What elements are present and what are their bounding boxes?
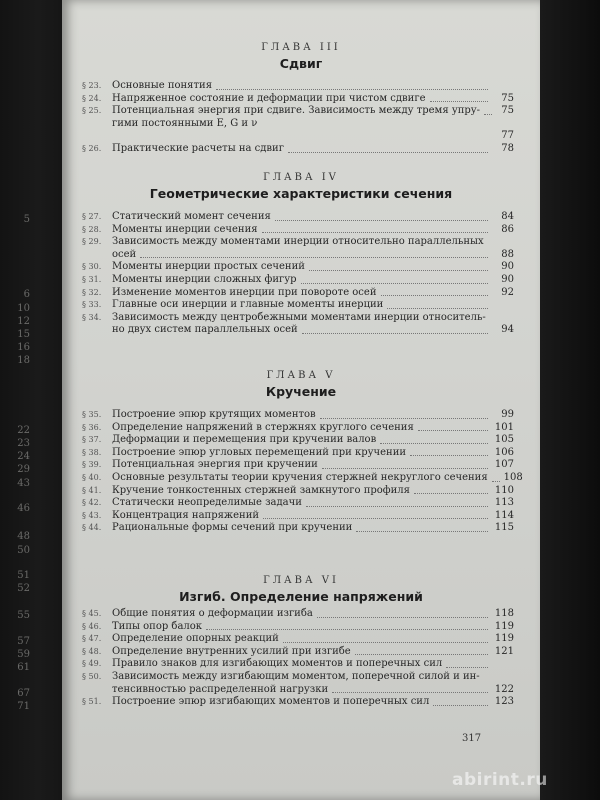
facing-page-number: 10 xyxy=(17,303,30,314)
toc-entry[interactable] xyxy=(82,93,514,106)
section-number: § 47. xyxy=(82,634,102,644)
chapter-title: Изгиб. Определение напряжений xyxy=(179,589,423,604)
page-number: 110 xyxy=(494,484,514,496)
toc-entry[interactable] xyxy=(82,621,514,634)
toc-entry[interactable] xyxy=(82,646,514,659)
page-number: 99 xyxy=(501,409,514,420)
toc-entry[interactable] xyxy=(82,696,514,709)
facing-page-number: 5 xyxy=(23,214,30,225)
section-number: § 51. xyxy=(82,697,102,707)
toc-entry[interactable] xyxy=(82,105,514,130)
section-number: § 36. xyxy=(82,422,102,432)
page-number: 78 xyxy=(501,142,514,154)
section-number: § 29. xyxy=(82,237,102,247)
entry-title: Изменение моментов инерции при повороте осей xyxy=(112,286,377,298)
facing-page-number: 52 xyxy=(17,583,30,594)
section-number: § 49. xyxy=(82,659,102,669)
section-number: § 43. xyxy=(82,510,102,520)
chapter-title: Кручение xyxy=(265,384,337,399)
section-number: § 48. xyxy=(82,646,102,656)
page-number: 118 xyxy=(494,608,514,619)
entry-title: Основные результаты теории кручения стержней некруглого сечения xyxy=(112,471,488,483)
toc-entry[interactable] xyxy=(82,299,514,312)
background-edge xyxy=(540,0,600,800)
page-number: 114 xyxy=(494,509,514,521)
section-number: § 44. xyxy=(82,523,102,533)
toc-entry[interactable] xyxy=(82,608,514,621)
entry-title: Статически неопределимые задачи xyxy=(112,497,302,509)
page-number: 75 xyxy=(501,92,514,104)
page-number: 75 xyxy=(501,105,514,117)
toc-entry[interactable] xyxy=(82,510,514,523)
facing-page-number: 23 xyxy=(17,438,30,449)
toc-entry[interactable] xyxy=(82,459,514,472)
chapter-heading xyxy=(62,575,540,604)
page-number: 94 xyxy=(501,324,514,336)
facing-page-number: 22 xyxy=(17,425,30,436)
section-number: § 42. xyxy=(82,498,102,508)
entry-title: Определение напряжений в стержнях круглого сечения xyxy=(112,421,414,433)
page-number: 92 xyxy=(501,286,514,298)
page-number: 90 xyxy=(501,273,514,285)
facing-page-number: 24 xyxy=(17,451,30,462)
toc-entry[interactable] xyxy=(82,409,514,422)
page-number: 123 xyxy=(494,696,514,708)
watermark: abirint.ru xyxy=(452,770,548,790)
section-number: § 23. xyxy=(82,81,102,90)
entry-title: Зависимость между изгибающим моментом, поперечной силой и ин- xyxy=(112,670,480,682)
section-number: § 39. xyxy=(82,460,102,470)
section-number: § 40. xyxy=(82,472,102,482)
entry-title: Типы опор балок xyxy=(112,620,203,632)
toc-entry[interactable] xyxy=(82,434,514,447)
entry-title: Рациональные формы сечений при кручении xyxy=(112,522,353,534)
facing-page-number: 48 xyxy=(17,531,30,542)
toc-list xyxy=(82,608,514,709)
entry-title-continued: но двух систем параллельных осей xyxy=(112,324,298,336)
facing-page-number: 51 xyxy=(17,570,30,581)
section-number: § 34. xyxy=(82,312,102,322)
section-number: § 46. xyxy=(82,621,102,631)
entry-title-continued: осей xyxy=(112,248,137,260)
toc-entry[interactable] xyxy=(82,143,514,156)
page-number: 119 xyxy=(494,620,514,632)
facing-page-number: 55 xyxy=(17,610,30,621)
toc-entry[interactable] xyxy=(82,236,514,261)
entry-title: Зависимость между центробежными моментами инерции относитель- xyxy=(112,311,486,323)
facing-page-number: 57 xyxy=(17,636,30,647)
entry-title: Потенциальная энергия при сдвиге. Зависимость между тремя упру- xyxy=(112,105,481,117)
entry-title: Определение внутренних усилий при изгибе xyxy=(112,645,351,657)
entry-title: Зависимость между моментами инерции относительно параллельных xyxy=(112,236,484,248)
chapter-label: ГЛАВА III xyxy=(261,42,341,53)
entry-title: Основные понятия xyxy=(112,80,212,91)
entry-title: Определение опорных реакций xyxy=(112,633,279,645)
facing-page-number: 12 xyxy=(17,316,30,327)
chapter-title: Сдвиг xyxy=(279,56,323,71)
entry-title: Моменты инерции сечения xyxy=(112,223,258,235)
book-page xyxy=(62,0,540,800)
entry-title: Напряженное состояние и деформации при чистом сдвиге xyxy=(112,92,426,104)
toc-list xyxy=(82,409,523,535)
chapter-label: ГЛАВА VI xyxy=(263,575,339,586)
facing-page-number: 50 xyxy=(17,545,30,556)
chapter-heading xyxy=(62,172,540,201)
toc-entry[interactable] xyxy=(82,671,514,696)
page-number: 84 xyxy=(501,211,514,222)
page-folio: 317 xyxy=(462,733,482,744)
page-number: 121 xyxy=(494,645,514,657)
page-number: 108 xyxy=(503,471,523,483)
page-number: 115 xyxy=(494,522,514,534)
toc-entry[interactable] xyxy=(82,447,514,460)
toc-list xyxy=(82,211,514,337)
chapter-heading xyxy=(62,42,540,71)
entry-title: Потенциальная энергия при кручении xyxy=(112,459,318,471)
entry-title: Построение эпюр крутящих моментов xyxy=(112,409,316,420)
entry-title: Построение эпюр угловых перемещений при кручении xyxy=(112,446,407,458)
toc-entry[interactable] xyxy=(82,497,514,510)
page-number: 105 xyxy=(494,434,514,446)
facing-page-number: 71 xyxy=(17,701,30,712)
section-number: § 37. xyxy=(82,435,102,445)
facing-page-number: 18 xyxy=(17,355,30,366)
toc-entry[interactable] xyxy=(82,633,514,646)
section-number: § 31. xyxy=(82,274,102,284)
page-number: 107 xyxy=(494,459,514,471)
section-number: § 32. xyxy=(82,287,102,297)
toc-entry[interactable] xyxy=(82,422,514,435)
entry-title-continued: тенсивностью распределенной нагрузки xyxy=(112,683,329,695)
entry-title: Главные оси инерции и главные моменты инерции xyxy=(112,299,384,311)
page-number: 119 xyxy=(494,633,514,645)
entry-title: Построение эпюр изгибающих моментов и поперечных сил xyxy=(112,696,430,708)
chapter-title: Геометрические характеристики сечения xyxy=(149,186,453,201)
section-number: § 35. xyxy=(82,410,102,419)
facing-page-number: 16 xyxy=(17,342,30,353)
section-number: § 26. xyxy=(82,143,102,153)
section-number: § 24. xyxy=(82,93,102,103)
toc-entry xyxy=(82,130,514,143)
facing-page-number: 59 xyxy=(17,649,30,660)
section-number: § 30. xyxy=(82,262,102,272)
toc-entry[interactable] xyxy=(82,471,523,485)
toc-entry[interactable] xyxy=(82,312,514,337)
toc-entry[interactable] xyxy=(82,658,514,671)
chapter-label: ГЛАВА V xyxy=(266,370,336,381)
facing-page-number: 43 xyxy=(17,478,30,489)
section-number: § 28. xyxy=(82,224,102,234)
page-number: 90 xyxy=(501,261,514,273)
facing-page-number: 61 xyxy=(17,662,30,673)
page-number: 77 xyxy=(501,130,514,142)
section-number: § 38. xyxy=(82,447,102,457)
entry-title: Практические расчеты на сдвиг xyxy=(112,142,284,154)
section-number: § 33. xyxy=(82,300,102,310)
entry-title: Моменты инерции простых сечений xyxy=(112,261,305,273)
entry-title: Общие понятия о деформации изгиба xyxy=(112,608,313,619)
page-number: 106 xyxy=(494,446,514,458)
facing-page-number: 46 xyxy=(17,503,30,514)
entry-title: Статический момент сечения xyxy=(112,211,271,222)
section-number: § 50. xyxy=(82,671,102,681)
chapter-heading xyxy=(62,370,540,399)
entry-title: Моменты инерции сложных фигур xyxy=(112,273,297,285)
chapter-label: ГЛАВА IV xyxy=(263,172,339,183)
facing-page-number: 15 xyxy=(17,329,30,340)
section-number: § 45. xyxy=(82,609,102,618)
section-number: § 41. xyxy=(82,485,102,495)
toc-entry[interactable] xyxy=(82,261,514,274)
facing-page-number: 6 xyxy=(23,289,30,300)
page-number: 101 xyxy=(494,421,514,433)
section-number: § 27. xyxy=(82,212,102,221)
entry-title: Правило знаков для изгибающих моментов и поперечных сил xyxy=(112,658,443,670)
toc-entry[interactable] xyxy=(82,224,514,237)
toc-list xyxy=(82,80,514,156)
facing-page-number: 29 xyxy=(17,464,30,475)
entry-title-continued: гими постоянными E, G и ν xyxy=(112,117,258,129)
toc-entry[interactable] xyxy=(82,485,514,498)
entry-title: Деформации и перемещения при кручении валов xyxy=(112,434,377,446)
entry-title: Кручение тонкостенных стержней замкнутого профиля xyxy=(112,484,410,496)
facing-page-edge xyxy=(0,0,62,800)
entry-title: Концентрация напряжений xyxy=(112,509,260,521)
toc-entry[interactable] xyxy=(82,287,514,300)
page-number: 88 xyxy=(501,248,514,260)
toc-entry[interactable] xyxy=(82,274,514,287)
toc-entry[interactable] xyxy=(82,80,514,93)
page-number: 113 xyxy=(494,497,514,509)
section-number: § 25. xyxy=(82,106,102,116)
toc-entry[interactable] xyxy=(82,522,514,535)
toc-entry[interactable] xyxy=(82,211,514,224)
page-number: 122 xyxy=(494,683,514,695)
facing-page-number: 67 xyxy=(17,688,30,699)
page-number: 86 xyxy=(501,223,514,235)
